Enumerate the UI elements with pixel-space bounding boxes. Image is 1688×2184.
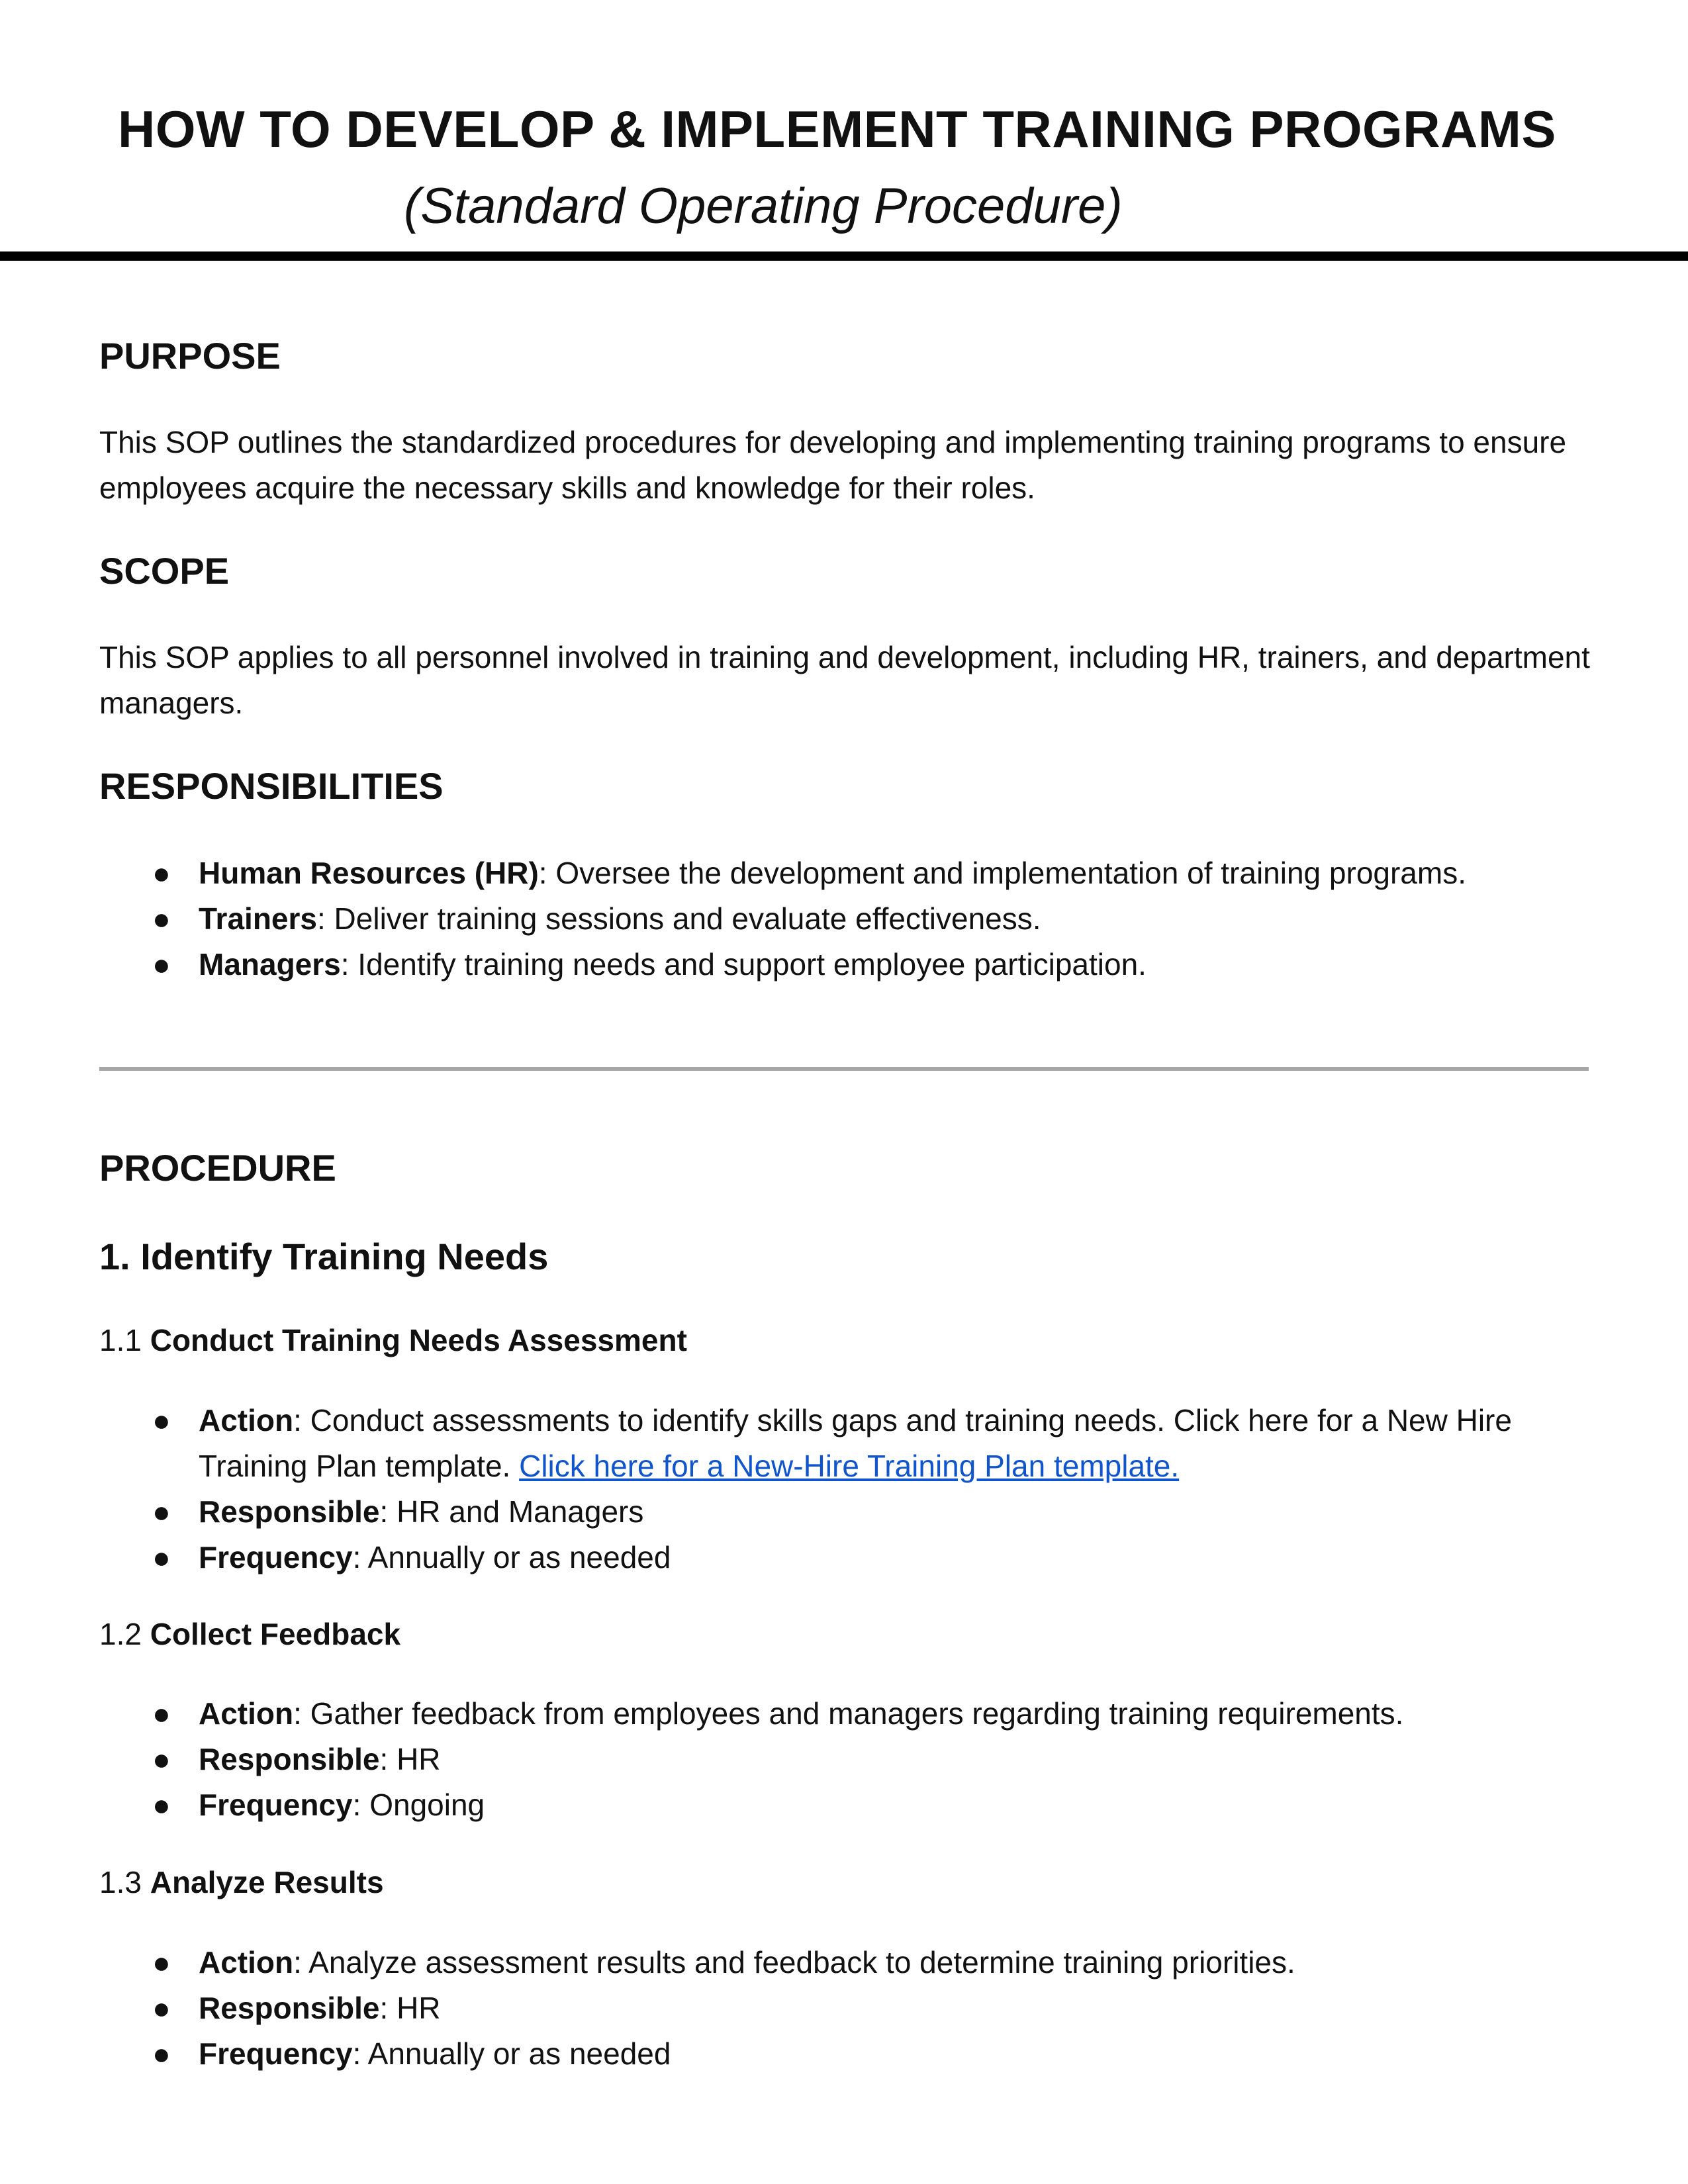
step-title: Collect Feedback <box>150 1617 401 1651</box>
field-text: : HR <box>379 1991 441 2025</box>
header-divider <box>0 251 1688 261</box>
field-label: Responsible <box>199 1742 380 1776</box>
new-hire-template-link[interactable]: Click here for a New-Hire Training Plan template. <box>519 1449 1180 1483</box>
step-number: 1.1 <box>99 1323 150 1357</box>
field-label: Action <box>199 1696 294 1731</box>
field-text: : Gather feedback from employees and managers regarding training requirements. <box>293 1696 1404 1731</box>
field-label: Frequency <box>199 1788 353 1822</box>
field-label: Responsible <box>199 1494 380 1529</box>
step-1-2-heading <box>99 1616 400 1652</box>
section-divider <box>99 1067 1589 1071</box>
step-1-1-list <box>99 1398 1595 1580</box>
responsibility-text: : Oversee the development and implementation of training programs. <box>538 856 1466 890</box>
field-text: : HR <box>379 1742 441 1776</box>
field-label: Responsible <box>199 1991 380 2025</box>
field-label: Action <box>199 1945 294 1979</box>
field-label: Frequency <box>199 1540 353 1574</box>
step-title: Analyze Results <box>150 1865 384 1899</box>
responsibility-label: Human Resources (HR) <box>199 856 539 890</box>
bullet-icon: ● <box>152 1494 171 1529</box>
scope-text: This SOP applies to all personnel involved in training and development, including HR, trainers, and department managers. <box>99 640 1590 720</box>
list-item <box>99 1985 1595 2031</box>
section-1-title: 1. Identify Training Needs <box>99 1236 549 1277</box>
bullet-icon: ● <box>152 1540 171 1574</box>
bullet-icon: ● <box>152 1991 171 2025</box>
bullet-icon: ● <box>152 1742 171 1776</box>
field-text: : Ongoing <box>352 1788 485 1822</box>
field-label: Frequency <box>199 2036 353 2071</box>
purpose-text: This SOP outlines the standardized procedures for developing and implementing training programs to ensure employees acquire the necessary skills and knowledge for their roles. <box>99 425 1567 505</box>
responsibility-text: : Deliver training sessions and evaluate effectiveness. <box>317 901 1041 936</box>
field-text: : HR and Managers <box>379 1494 644 1529</box>
step-1-3-list <box>99 1940 1595 2077</box>
bullet-icon: ● <box>152 856 171 890</box>
bullet-icon: ● <box>152 1403 171 1437</box>
list-item <box>99 896 1489 942</box>
field-text: : Annually or as needed <box>352 1540 671 1574</box>
list-item <box>99 850 1489 896</box>
responsibilities-heading: RESPONSIBILITIES <box>99 765 444 807</box>
step-number: 1.2 <box>99 1617 150 1651</box>
step-1-3-heading <box>99 1864 384 1900</box>
bullet-icon: ● <box>152 1788 171 1822</box>
field-text: : Annually or as needed <box>352 2036 671 2071</box>
scope-heading: SCOPE <box>99 550 230 592</box>
field-label: Action <box>199 1403 294 1437</box>
step-title: Conduct Training Needs Assessment <box>150 1323 687 1357</box>
list-item <box>99 1535 1595 1580</box>
bullet-icon: ● <box>152 1696 171 1731</box>
purpose-heading: PURPOSE <box>99 335 281 377</box>
field-text: : Analyze assessment results and feedback to determine training priorities. <box>293 1945 1295 1979</box>
document-title: HOW TO DEVELOP & IMPLEMENT TRAINING PROGRAMS <box>118 100 1556 158</box>
bullet-icon: ● <box>152 2036 171 2071</box>
responsibility-label: Trainers <box>199 901 317 936</box>
procedure-heading: PROCEDURE <box>99 1147 336 1189</box>
list-item <box>99 2031 1595 2077</box>
step-1-2-list <box>99 1691 1595 1828</box>
responsibility-text: : Identify training needs and support employee participation. <box>340 947 1147 981</box>
list-item <box>99 1737 1595 1782</box>
bullet-icon: ● <box>152 901 171 936</box>
responsibilities-list <box>99 850 1489 987</box>
step-1-1-heading <box>99 1322 687 1358</box>
bullet-icon: ● <box>152 1945 171 1979</box>
responsibility-label: Managers <box>199 947 341 981</box>
step-number: 1.3 <box>99 1865 150 1899</box>
list-item <box>99 1940 1595 1985</box>
list-item <box>99 1489 1595 1535</box>
list-item <box>99 942 1489 987</box>
list-item <box>99 1782 1595 1828</box>
document-subtitle: (Standard Operating Procedure) <box>404 178 1123 234</box>
field-text: : Conduct assessments to identify skills gaps and training needs. Click here for a New Hire Training Plan template. <box>199 1403 1512 1483</box>
list-item <box>99 1691 1595 1737</box>
bullet-icon: ● <box>152 947 171 981</box>
list-item <box>99 1398 1595 1489</box>
